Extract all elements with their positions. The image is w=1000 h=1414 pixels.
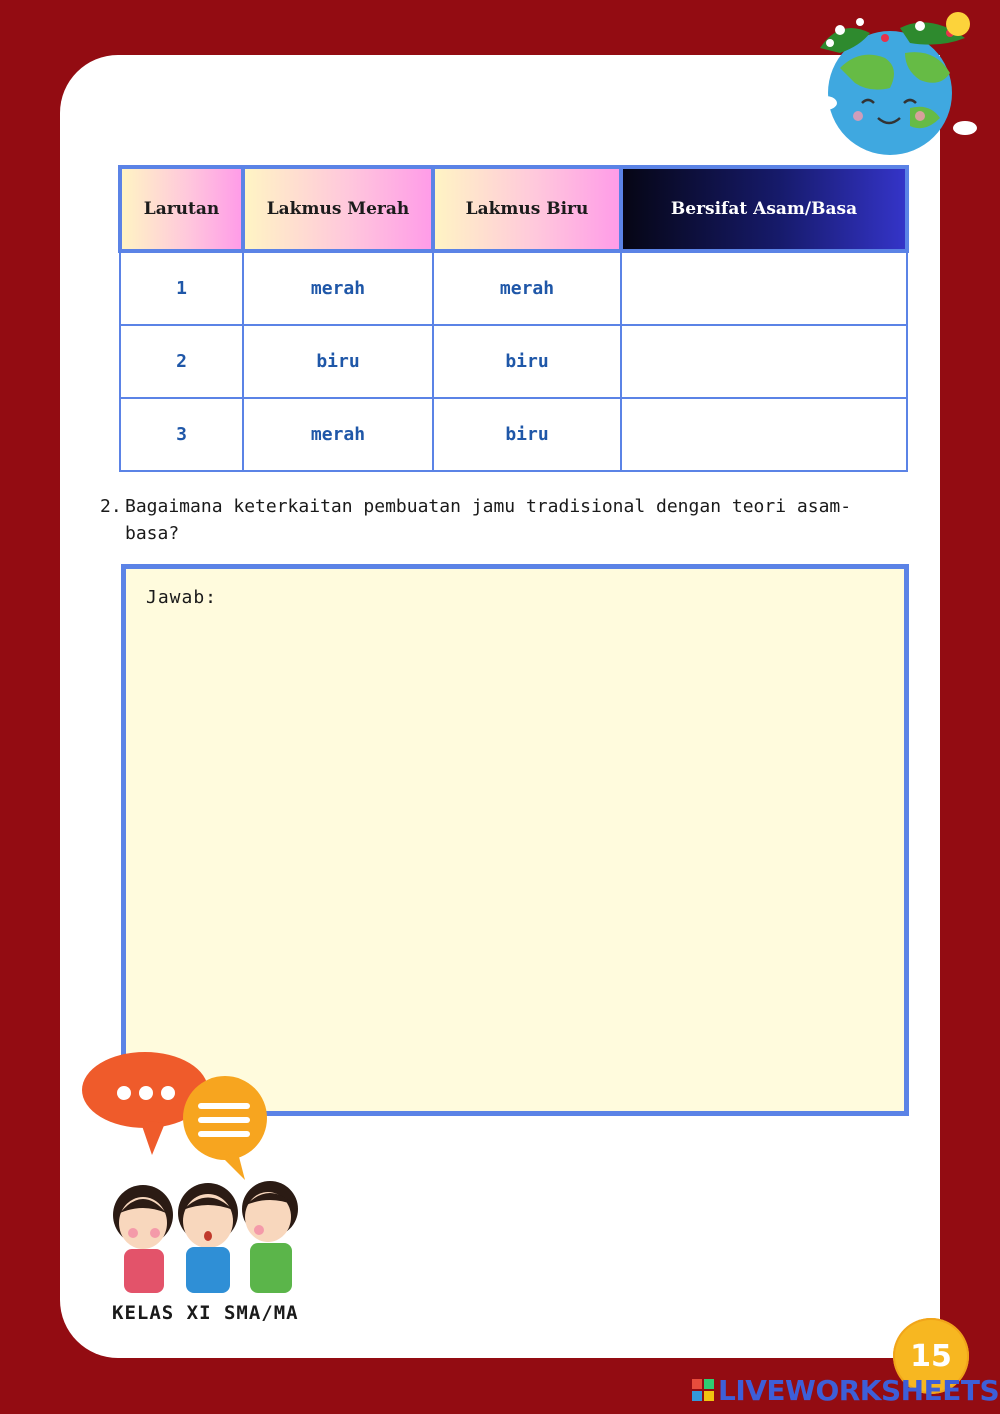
liveworksheets-logo-icon	[692, 1379, 714, 1401]
cell-larutan: 3	[120, 398, 243, 471]
question-line-1: Bagaimana keterkaitan pembuatan jamu tradisional dengan teori asam-	[125, 496, 852, 517]
question-number: 2.	[100, 496, 122, 517]
header-larutan: Larutan	[120, 167, 243, 251]
page-number: 15	[910, 1338, 952, 1374]
header-lakmus-merah: Lakmus Merah	[243, 167, 433, 251]
cell-lakmus-merah: merah	[243, 251, 433, 325]
cell-larutan: 2	[120, 325, 243, 398]
class-label: KELAS XI SMA/MA	[112, 1302, 299, 1324]
kids-discussion-illustration	[80, 1045, 320, 1295]
table-row	[120, 251, 907, 325]
answer-cell-sifat[interactable]	[621, 251, 907, 325]
cell-lakmus-biru: biru	[433, 398, 621, 471]
earth-globe-illustration	[800, 8, 990, 158]
liveworksheets-watermark	[692, 1374, 999, 1406]
answer-cell-sifat[interactable]	[621, 398, 907, 471]
cell-lakmus-biru: merah	[433, 251, 621, 325]
watermark-text: LIVEWORKSHEETS	[718, 1373, 1000, 1407]
cell-lakmus-merah: biru	[243, 325, 433, 398]
answer-cell-sifat[interactable]	[621, 325, 907, 398]
question-line-2: basa?	[125, 523, 180, 544]
question-2	[100, 493, 860, 547]
cell-lakmus-merah: merah	[243, 398, 433, 471]
answer-label: Jawab:	[146, 587, 218, 608]
table-row	[120, 398, 907, 471]
cell-lakmus-biru: biru	[433, 325, 621, 398]
header-bersifat: Bersifat Asam/Basa	[621, 167, 907, 251]
answer-textarea[interactable]	[121, 564, 909, 1116]
table-header-row	[120, 167, 907, 251]
cell-larutan: 1	[120, 251, 243, 325]
litmus-table	[118, 165, 909, 472]
table-row	[120, 325, 907, 398]
header-lakmus-biru: Lakmus Biru	[433, 167, 621, 251]
